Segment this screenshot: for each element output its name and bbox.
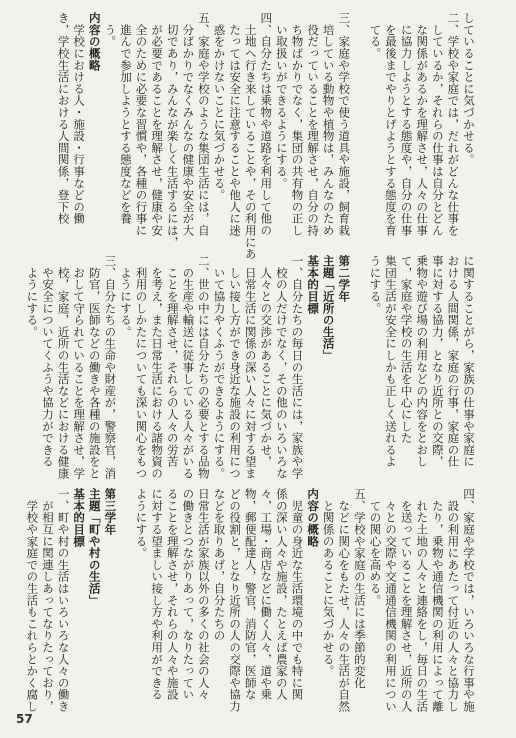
text-line: していることに気づかせる。 xyxy=(462,12,476,166)
text-line: 分ばかりでなくみんなの健康や安全が大 xyxy=(181,12,196,237)
text-line: 五、学校や家庭の生活には季節的変化 xyxy=(352,488,367,689)
text-line: ようにする。 xyxy=(25,255,40,338)
text-line: 物，郵便配達人，警官，消防官，医師な xyxy=(243,488,258,701)
text-line: たっては安全に注意することや他人に迷 xyxy=(228,12,243,237)
section-heading: 主題「近所の生活」 xyxy=(321,255,336,362)
text-line: ることを理解させ，それらの人々や施設 xyxy=(165,488,180,701)
text-line: ことを理解させ，それらの人々の労苦 xyxy=(165,255,180,468)
text-line: 二、世の中には自分たちの必要とする品物 xyxy=(196,255,211,480)
text-line: 々，工場・商店などに働く人々，道や乗 xyxy=(259,488,274,701)
page-number: 57 xyxy=(16,712,33,726)
section-heading: 内容の概略 xyxy=(306,488,321,547)
text-line: 係の深い人々や施設，たとえば農家の人 xyxy=(274,488,289,701)
text-line: や安全についてくふうや協力ができる xyxy=(40,255,55,468)
text-line: の生産や輸送に従事している人々がいる xyxy=(181,255,196,480)
text-line: 集団生活が安全にしかも正しく送れるよ xyxy=(384,255,399,468)
text-line: 校，家庭，近所の生活などにおける健康 xyxy=(56,255,71,480)
text-line: 設の利用にあたって付近の人々と協力し xyxy=(446,488,461,713)
text-line: しい接し方ができ身近な施設の利用につ xyxy=(228,255,243,480)
text-line: ようにする。 xyxy=(134,488,149,559)
text-line: う。 xyxy=(103,12,118,48)
lower-text-block xyxy=(25,488,476,713)
section-heading: 基本的目標 xyxy=(72,488,87,547)
text-line: などを取りあげ，自分たちの xyxy=(212,488,227,642)
text-line: 事に対する協力，となり近所との交際， xyxy=(430,255,445,468)
text-line: 惑をかけないことに気づかせる。 xyxy=(212,12,227,201)
text-line: 乗物や遊び場の利用などの内容をとおし xyxy=(415,255,430,468)
text-line: と関係のあることに気づかせる。 xyxy=(321,488,336,677)
text-line: 二、学校や家庭では，だれがどんな仕事を xyxy=(446,12,461,237)
section-heading: 内容の概略 xyxy=(87,12,102,71)
middle-text-block xyxy=(25,255,476,485)
text-line: 三、自分たちの生命や財産が，警察官，消 xyxy=(103,255,118,480)
text-line: て，家庭や学校の生活を中心にした xyxy=(399,255,414,444)
text-line: 進んで参加しようとする態度などを養 xyxy=(118,12,133,225)
text-line: 人々との交渉があることに気づかせ， xyxy=(259,255,274,468)
text-line: どの役割と，となり近所の人の交際や協力 xyxy=(228,488,243,713)
text-line: を送っていることを理解させ，近所の人 xyxy=(399,488,414,713)
text-line: 児童の身近な生活環境の中でも特に関 xyxy=(290,488,305,701)
section-heading: 第二学年 xyxy=(337,255,352,303)
text-line: が必要であることを理解させ，健康や安 xyxy=(150,12,165,237)
text-line: てる。 xyxy=(368,12,383,60)
text-line: に対する望ましい接し方や利用ができる xyxy=(150,488,165,701)
text-line: に関することがら，家族の仕事や家庭に xyxy=(462,255,476,468)
text-line: 四、家庭や学校では，いろいろな行事や施 xyxy=(462,488,476,713)
text-line: 校の人だけでなく，その他のいろいろな xyxy=(274,255,289,480)
text-line: 三、家庭や学校で使う道具や施設，飼育栽 xyxy=(337,12,352,237)
text-line: き，学校生活における人間関係，登下校 xyxy=(56,12,71,225)
text-line: 五、家庭や学校のような集団生活には，自 xyxy=(196,12,211,237)
text-line: しているか，それらの仕事は自分とどん xyxy=(430,12,445,237)
text-line: の働きとつながりあって，なりたってい xyxy=(181,488,196,701)
text-line: 役だっていることを理解させ，自分の持 xyxy=(306,12,321,237)
text-line: 々との交際や交通通信機関の利用につい xyxy=(384,488,399,713)
section-heading: 基本的目標 xyxy=(306,255,321,314)
text-line: 利用のしかたについても深い関心をもつ xyxy=(134,255,149,480)
text-line: 学校における人・施設・行事などの働 xyxy=(72,12,87,225)
text-line: うにする。 xyxy=(368,255,383,314)
text-line: 全のために必要な習慣や，各種の行事に xyxy=(134,12,149,237)
line-gap xyxy=(117,488,133,713)
text-line: な関係があるかを理解させ，人々の仕事 xyxy=(415,12,430,237)
text-line: 四、自分たちは乗物や道路を利用して他の xyxy=(259,12,274,237)
text-line: を最後までやりとげようとする態度を育 xyxy=(384,12,399,237)
line-gap xyxy=(351,12,367,287)
text-line: ち物ばかりでなく，集団の共有物の正し xyxy=(290,12,305,237)
text-line: いて協力やくふうができるようにする。 xyxy=(212,255,227,480)
text-line: れた土地の人々と連絡をし，毎日の生活 xyxy=(415,488,430,713)
text-line: い取扱いができるようにする。 xyxy=(274,12,289,189)
text-line: が相互に関連しあってなりたっており， xyxy=(40,488,55,713)
upper-text-block xyxy=(36,12,476,287)
section-heading: 主題「町や村の生活」 xyxy=(87,488,102,606)
text-line: ての関心を高める。 xyxy=(368,488,383,606)
text-line: 培している動物や植物は，みんなのため xyxy=(321,12,336,237)
section-heading: 第三学年 xyxy=(103,488,118,536)
line-gap xyxy=(351,255,367,485)
text-line: 学校や家庭での生活もこれらとかく腐し xyxy=(25,488,40,713)
text-line: おける人間関係，家庭の行事，家庭の仕 xyxy=(446,255,461,468)
text-line: などに関心をもたせ，人々の生活が自然 xyxy=(337,488,352,713)
text-line: ようにする。 xyxy=(118,255,133,338)
text-line: 切であり，みんなが楽しく生活するには， xyxy=(165,12,180,248)
text-line: 防官，医師などの働きや各種の施設をと xyxy=(87,255,102,480)
text-line: 土地へ行き来していることや，その利用にあ xyxy=(243,12,258,260)
text-line: 一、町や村の生活はいろいろな人々の働き xyxy=(56,488,71,713)
text-line: を考え，また日常生活における諸物資の xyxy=(150,255,165,480)
text-line: 一、自分たちの毎日の生活には，家族や学 xyxy=(290,255,305,480)
text-line: おして守られていることを理解させ，学 xyxy=(72,255,87,480)
text-line: 日常生活が家族以外の多くの社会の人々 xyxy=(196,488,211,701)
text-line: 日常生活に関係の深い人々に対する望ま xyxy=(243,255,258,480)
text-line: たり，乗物や通信機関の利用によって離 xyxy=(430,488,445,713)
text-line: に協力しようとする態度や，自分の仕事 xyxy=(399,12,414,237)
